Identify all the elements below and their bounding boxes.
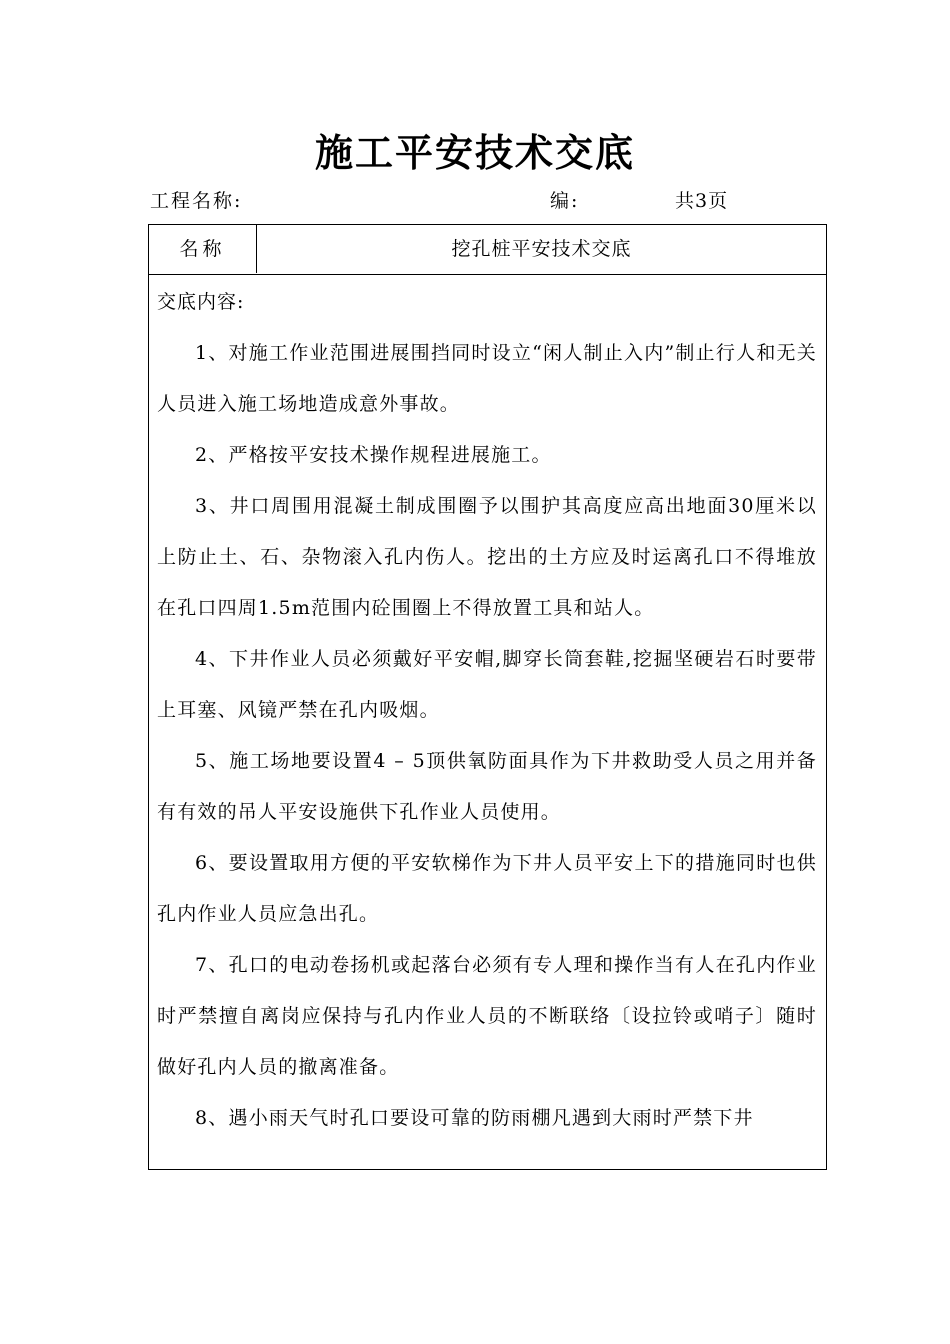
briefing-item-5: 5、施工场地要设置4 – 5顶供氧防面具作为下井救助受人员之用并备有有效的吊人平安设施供下孔作业人员使用。 (157, 750, 817, 823)
table-header-row (149, 225, 826, 275)
page-count: 共3页 (675, 190, 729, 212)
briefing-content (157, 277, 817, 1144)
content-label: 交底内容: (157, 291, 245, 313)
briefing-item-2: 2、严格按平安技术操作规程进展施工。 (195, 444, 552, 466)
briefing-item-1: 1、对施工作业范围进展围挡同时设立“闲人制止入内”制止行人和无关人员进入施工场地造成意外事故。 (157, 342, 817, 415)
briefing-item-4: 4、下井作业人员必须戴好平安帽,脚穿长筒套鞋,挖掘坚硬岩石时要带上耳塞、风镜严禁在孔内吸烟。 (157, 648, 817, 721)
briefing-item-8: 8、遇小雨天气时孔口要设可靠的防雨棚凡遇到大雨时严禁下井 (195, 1107, 754, 1129)
project-name-label: 工程名称: (150, 190, 243, 212)
briefing-item-6: 6、要设置取用方便的平安软梯作为下井人员平安上下的措施同时也供孔内作业人员应急出孔。 (157, 852, 817, 925)
briefing-table (148, 224, 827, 1170)
name-label-cell: 名称 (149, 225, 257, 273)
briefing-item-7: 7、孔口的电动卷扬机或起落台必须有专人理和操作当有人在孔内作业时严禁擅自离岗应保持与孔内作业人员的不断联络〔设拉铃或哨子〕随时做好孔内人员的撤离准备。 (157, 954, 817, 1078)
document-meta-row (150, 186, 830, 216)
document-title: 施工平安技术交底 (314, 130, 635, 175)
name-value-cell: 挖孔桩平安技术交底 (451, 238, 632, 260)
document-code-label: 编: (550, 190, 580, 212)
briefing-item-3: 3、井口周围用混凝土制成围圈予以围护其高度应高出地面30厘米以上防止土、石、杂物滚入孔内伤人。挖出的土方应及时运离孔口不得堆放在孔口四周1.5m范围内砼围圈上不得放置工具和站人。 (157, 495, 817, 619)
